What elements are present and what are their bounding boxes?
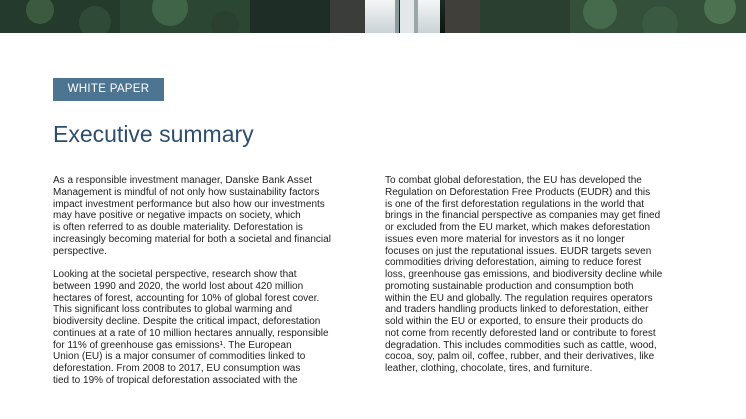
- text-line: or excluded from the EU market, which makes deforestation: [385, 222, 651, 233]
- text-line: promoting sustainable production and consumption both: [385, 280, 634, 292]
- text-line: for 11% of greenhouse gas emissions¹. The European: [53, 339, 292, 351]
- left-paragraph-2: [53, 269, 371, 387]
- text-line: within the EU and globally. The regulation requires operators: [385, 292, 653, 304]
- text-line: tied to 19% of tropical deforestation associated with the: [53, 374, 298, 386]
- text-line: between 1990 and 2020, the world lost about 420 million: [53, 280, 304, 292]
- text-line: increasingly becoming material for both a societal and financial: [53, 233, 331, 245]
- header-image: [0, 0, 746, 33]
- text-line: Regulation on Deforestation Free Products (EUDR) and this: [385, 186, 651, 198]
- text-line: and traders handling products linked to deforestation, either: [385, 304, 649, 316]
- text-line: sold within the EU or exported, to ensure their products do: [385, 316, 643, 327]
- text-line: biodiversity decline. Despite the critical impact, deforestation: [53, 316, 321, 327]
- text-line: cocoa, soy, palm oil, coffee, rubber, and their derivatives, like: [385, 351, 655, 363]
- white-paper-tag: WHITE PAPER: [53, 78, 164, 101]
- text-line: is often referred to as double materiality. Deforestation is: [53, 222, 303, 233]
- text-line: issues even more material for investors as it no longer: [385, 233, 625, 245]
- text-line: Looking at the societal perspective, research show that: [53, 269, 297, 280]
- left-paragraph-1: [53, 175, 371, 257]
- text-line: continues at a rate of 10 million hectares annually, responsible: [53, 327, 329, 339]
- text-line: commodities driving deforestation, aiming to reduce forest: [385, 257, 642, 269]
- text-line: degradation. This includes commodities such as cattle, wood,: [385, 339, 657, 351]
- right-paragraph-1: [385, 175, 703, 375]
- text-line: To combat global deforestation, the EU has developed the: [385, 175, 642, 186]
- text-line: brings in the financial perspective as companies may get fined: [385, 210, 661, 222]
- text-line: impact investment performance but also how our investments: [53, 198, 325, 210]
- text-line: This significant loss contributes to global warming and: [53, 304, 293, 316]
- text-line: Union (EU) is a major consumer of commodities linked to: [53, 351, 306, 363]
- text-line: hectares of forest, accounting for 10% of global forest cover.: [53, 292, 320, 304]
- text-line: is one of the first deforestation regulations in the world that: [385, 198, 645, 210]
- text-line: As a responsible investment manager, Danske Bank Asset: [53, 175, 313, 186]
- text-line: loss, greenhouse gas emissions, and biodiversity decline while: [385, 269, 663, 280]
- page-title: Executive summary: [53, 121, 254, 147]
- text-line: leather, clothing, chocolate, tires, and furniture.: [385, 363, 593, 374]
- right-column: [385, 175, 703, 387]
- text-line: not come from recently deforested land or contribute to forest: [385, 327, 656, 339]
- text-line: may have positive or negative impacts on society, which: [53, 210, 301, 222]
- text-line: perspective.: [53, 245, 107, 257]
- text-line: Management is mindful of not only how sustainability factors: [53, 186, 320, 198]
- waterfall-forest-photo: [0, 0, 746, 33]
- text-line: focuses on just the reputational issues. EUDR targets seven: [385, 245, 652, 257]
- left-column: [53, 175, 371, 398]
- text-line: deforestation. From 2008 to 2017, EU consumption was: [53, 363, 301, 374]
